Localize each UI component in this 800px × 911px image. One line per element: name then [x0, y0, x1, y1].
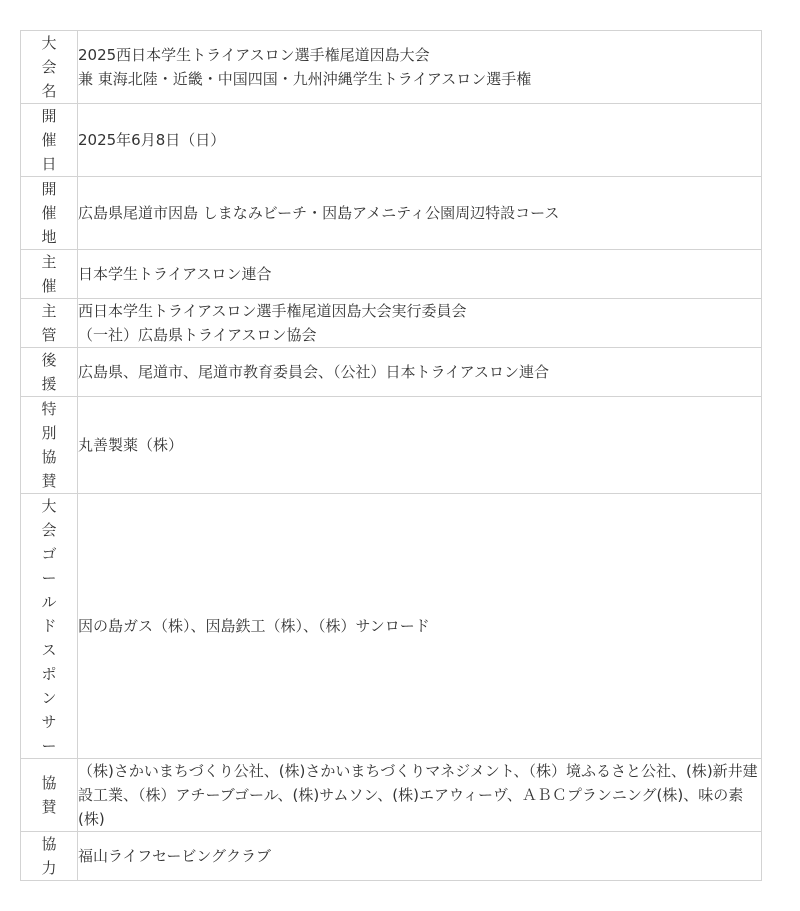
row-value: 日本学生トライアスロン連合	[78, 250, 762, 299]
row-label: 主管	[21, 299, 78, 348]
row-label: 開催日	[21, 104, 78, 177]
row-date	[21, 104, 762, 177]
row-value: 因の島ガス（株）、因島鉄工（株）、（株）サンロード	[78, 494, 762, 759]
row-value: 福山ライフセービングクラブ	[78, 832, 762, 881]
row-label: 協力	[21, 832, 78, 881]
row-cooperation	[21, 832, 762, 881]
row-support	[21, 348, 762, 397]
row-value: 2025西日本学生トライアスロン選手権尾道因島大会 兼 東海北陸・近畿・中国四国・九州沖縄学生トライアスロン選手権	[78, 31, 762, 104]
event-info-table	[20, 30, 762, 881]
row-label: 主催	[21, 250, 78, 299]
row-label: 特別協賛	[21, 397, 78, 494]
row-label: 大会名	[21, 31, 78, 104]
row-value: 広島県尾道市因島 しまなみビーチ・因島アメニティ公園周辺特設コース	[78, 177, 762, 250]
row-label: 大会ゴールドスポンサー	[21, 494, 78, 759]
row-value: 2025年6月8日（日）	[78, 104, 762, 177]
row-gold-sponsor	[21, 494, 762, 759]
row-value: 広島県、尾道市、尾道市教育委員会、（公社）日本トライアスロン連合	[78, 348, 762, 397]
row-venue	[21, 177, 762, 250]
row-management	[21, 299, 762, 348]
row-value: 丸善製薬（株）	[78, 397, 762, 494]
row-label: 後援	[21, 348, 78, 397]
row-event-name	[21, 31, 762, 104]
row-special-sponsor	[21, 397, 762, 494]
row-sponsors	[21, 759, 762, 832]
row-value: 西日本学生トライアスロン選手権尾道因島大会実行委員会 （一社）広島県トライアスロン協会	[78, 299, 762, 348]
row-value: （株)さかいまちづくり公社、(株)さかいまちづくりマネジメント、（株）境ふるさと公社、(株)新井建設工業、（株）アチーブゴール、(株)サムソン、(株)エアウィーヴ、ＡＢＣプランニング(株)、味の素(株)	[78, 759, 762, 832]
row-label: 開催地	[21, 177, 78, 250]
row-label: 協賛	[21, 759, 78, 832]
row-organizer	[21, 250, 762, 299]
